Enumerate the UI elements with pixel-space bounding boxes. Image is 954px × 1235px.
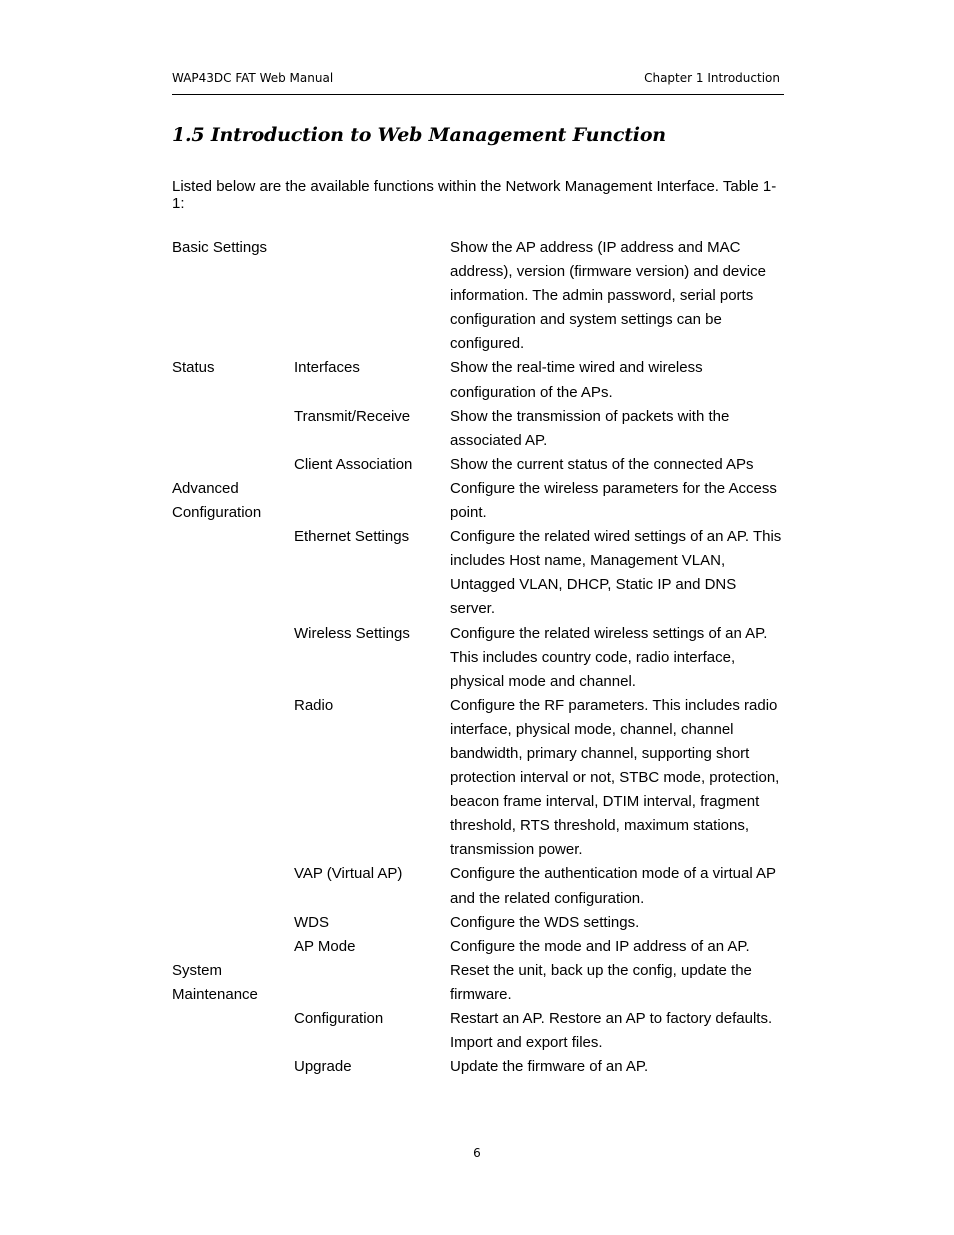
row-description: Configure the RF parameters. This includes radio interface, physical mode, channel, channel bandwidth, primary channel, supporting short protection interval or not, STBC mode, protection, beacon frame interval, DTIM interval, fragment threshold, RTS threshold, maximum stations, transmission power. — [450, 696, 780, 859]
row-category: Status — [172, 359, 215, 377]
intro-paragraph: Listed below are the available functions within the Network Management Interface. Table 1-1: — [172, 178, 777, 212]
row-description: Update the firmware of an AP. — [450, 1058, 649, 1076]
row-subcategory: AP Mode — [294, 937, 356, 955]
row-category — [172, 622, 294, 694]
row-description: Configure the mode and IP address of an AP. — [450, 937, 750, 955]
header-chapter-title: Chapter 1 Introduction — [644, 71, 780, 85]
table-row — [172, 911, 784, 935]
table-row — [172, 1007, 784, 1055]
table-row — [172, 935, 784, 959]
row-subcategory: Transmit/Receive — [294, 407, 411, 425]
row-category — [172, 694, 294, 863]
row-description: Show the current status of the connected APs — [450, 455, 754, 473]
header-manual-title: WAP43DC FAT Web Manual — [172, 71, 334, 85]
table-row — [172, 959, 784, 1007]
page-number: 6 — [473, 1146, 481, 1160]
row-description: Configure the authentication mode of a virtual AP and the related configuration. — [450, 865, 776, 907]
row-category — [172, 1007, 294, 1055]
row-description: Configure the related wireless settings of an AP. This includes country code, radio interface, physical mode and channel. — [450, 624, 768, 690]
row-category: Basic Settings — [172, 239, 268, 256]
table-row — [172, 477, 784, 525]
section-title: 1.5 Introduction to Web Management Function — [172, 124, 666, 146]
table-row — [172, 862, 784, 910]
row-description: Show the transmission of packets with the associated AP. — [450, 407, 730, 449]
row-subcategory — [294, 477, 450, 525]
table-row — [172, 622, 784, 694]
table-row — [172, 525, 784, 621]
row-subcategory: Radio — [294, 696, 334, 714]
row-subcategory — [294, 236, 450, 356]
row-category — [172, 1055, 294, 1079]
row-description: Reset the unit, back up the config, update the firmware. — [450, 961, 752, 1003]
table-row — [172, 694, 784, 863]
row-category — [172, 405, 294, 453]
row-category — [172, 453, 294, 477]
function-table — [172, 236, 784, 1079]
row-description: Configure the related wired settings of an AP. This includes Host name, Management VLAN, Untagged VLAN, DHCP, Static IP and DNS server. — [450, 528, 782, 618]
row-subcategory — [294, 959, 450, 1007]
row-description: Show the real-time wired and wireless configuration of the APs. — [450, 359, 703, 401]
row-category — [172, 935, 294, 959]
row-subcategory: Configuration — [294, 1010, 384, 1027]
row-category — [172, 525, 294, 621]
table-row — [172, 453, 784, 477]
row-description: Restart an AP. Restore an AP to factory defaults. Import and export files. — [450, 1010, 773, 1052]
row-category: Advanced Configuration — [172, 479, 262, 522]
row-subcategory: Upgrade — [294, 1058, 352, 1076]
row-subcategory: Ethernet Settings — [294, 528, 410, 546]
row-category — [172, 862, 294, 910]
row-description: Configure the wireless parameters for the Access point. — [450, 479, 777, 522]
row-subcategory: Wireless Settings — [294, 624, 410, 642]
page-header — [172, 70, 784, 95]
row-category: System Maintenance — [172, 961, 258, 1003]
row-subcategory: Client Association — [294, 455, 413, 473]
table-row — [172, 236, 784, 356]
table-row — [172, 1055, 784, 1079]
row-subcategory: VAP (Virtual AP) — [294, 865, 403, 883]
row-category — [172, 911, 294, 935]
row-subcategory: WDS — [294, 913, 329, 931]
table-row — [172, 356, 784, 404]
row-description: Configure the WDS settings. — [450, 913, 640, 931]
table-row — [172, 405, 784, 453]
row-subcategory: Interfaces — [294, 359, 360, 377]
row-description: Show the AP address (IP address and MAC address), version (firmware version) and device information. The admin password, serial ports configuration and system settings can be configured. — [450, 239, 766, 353]
